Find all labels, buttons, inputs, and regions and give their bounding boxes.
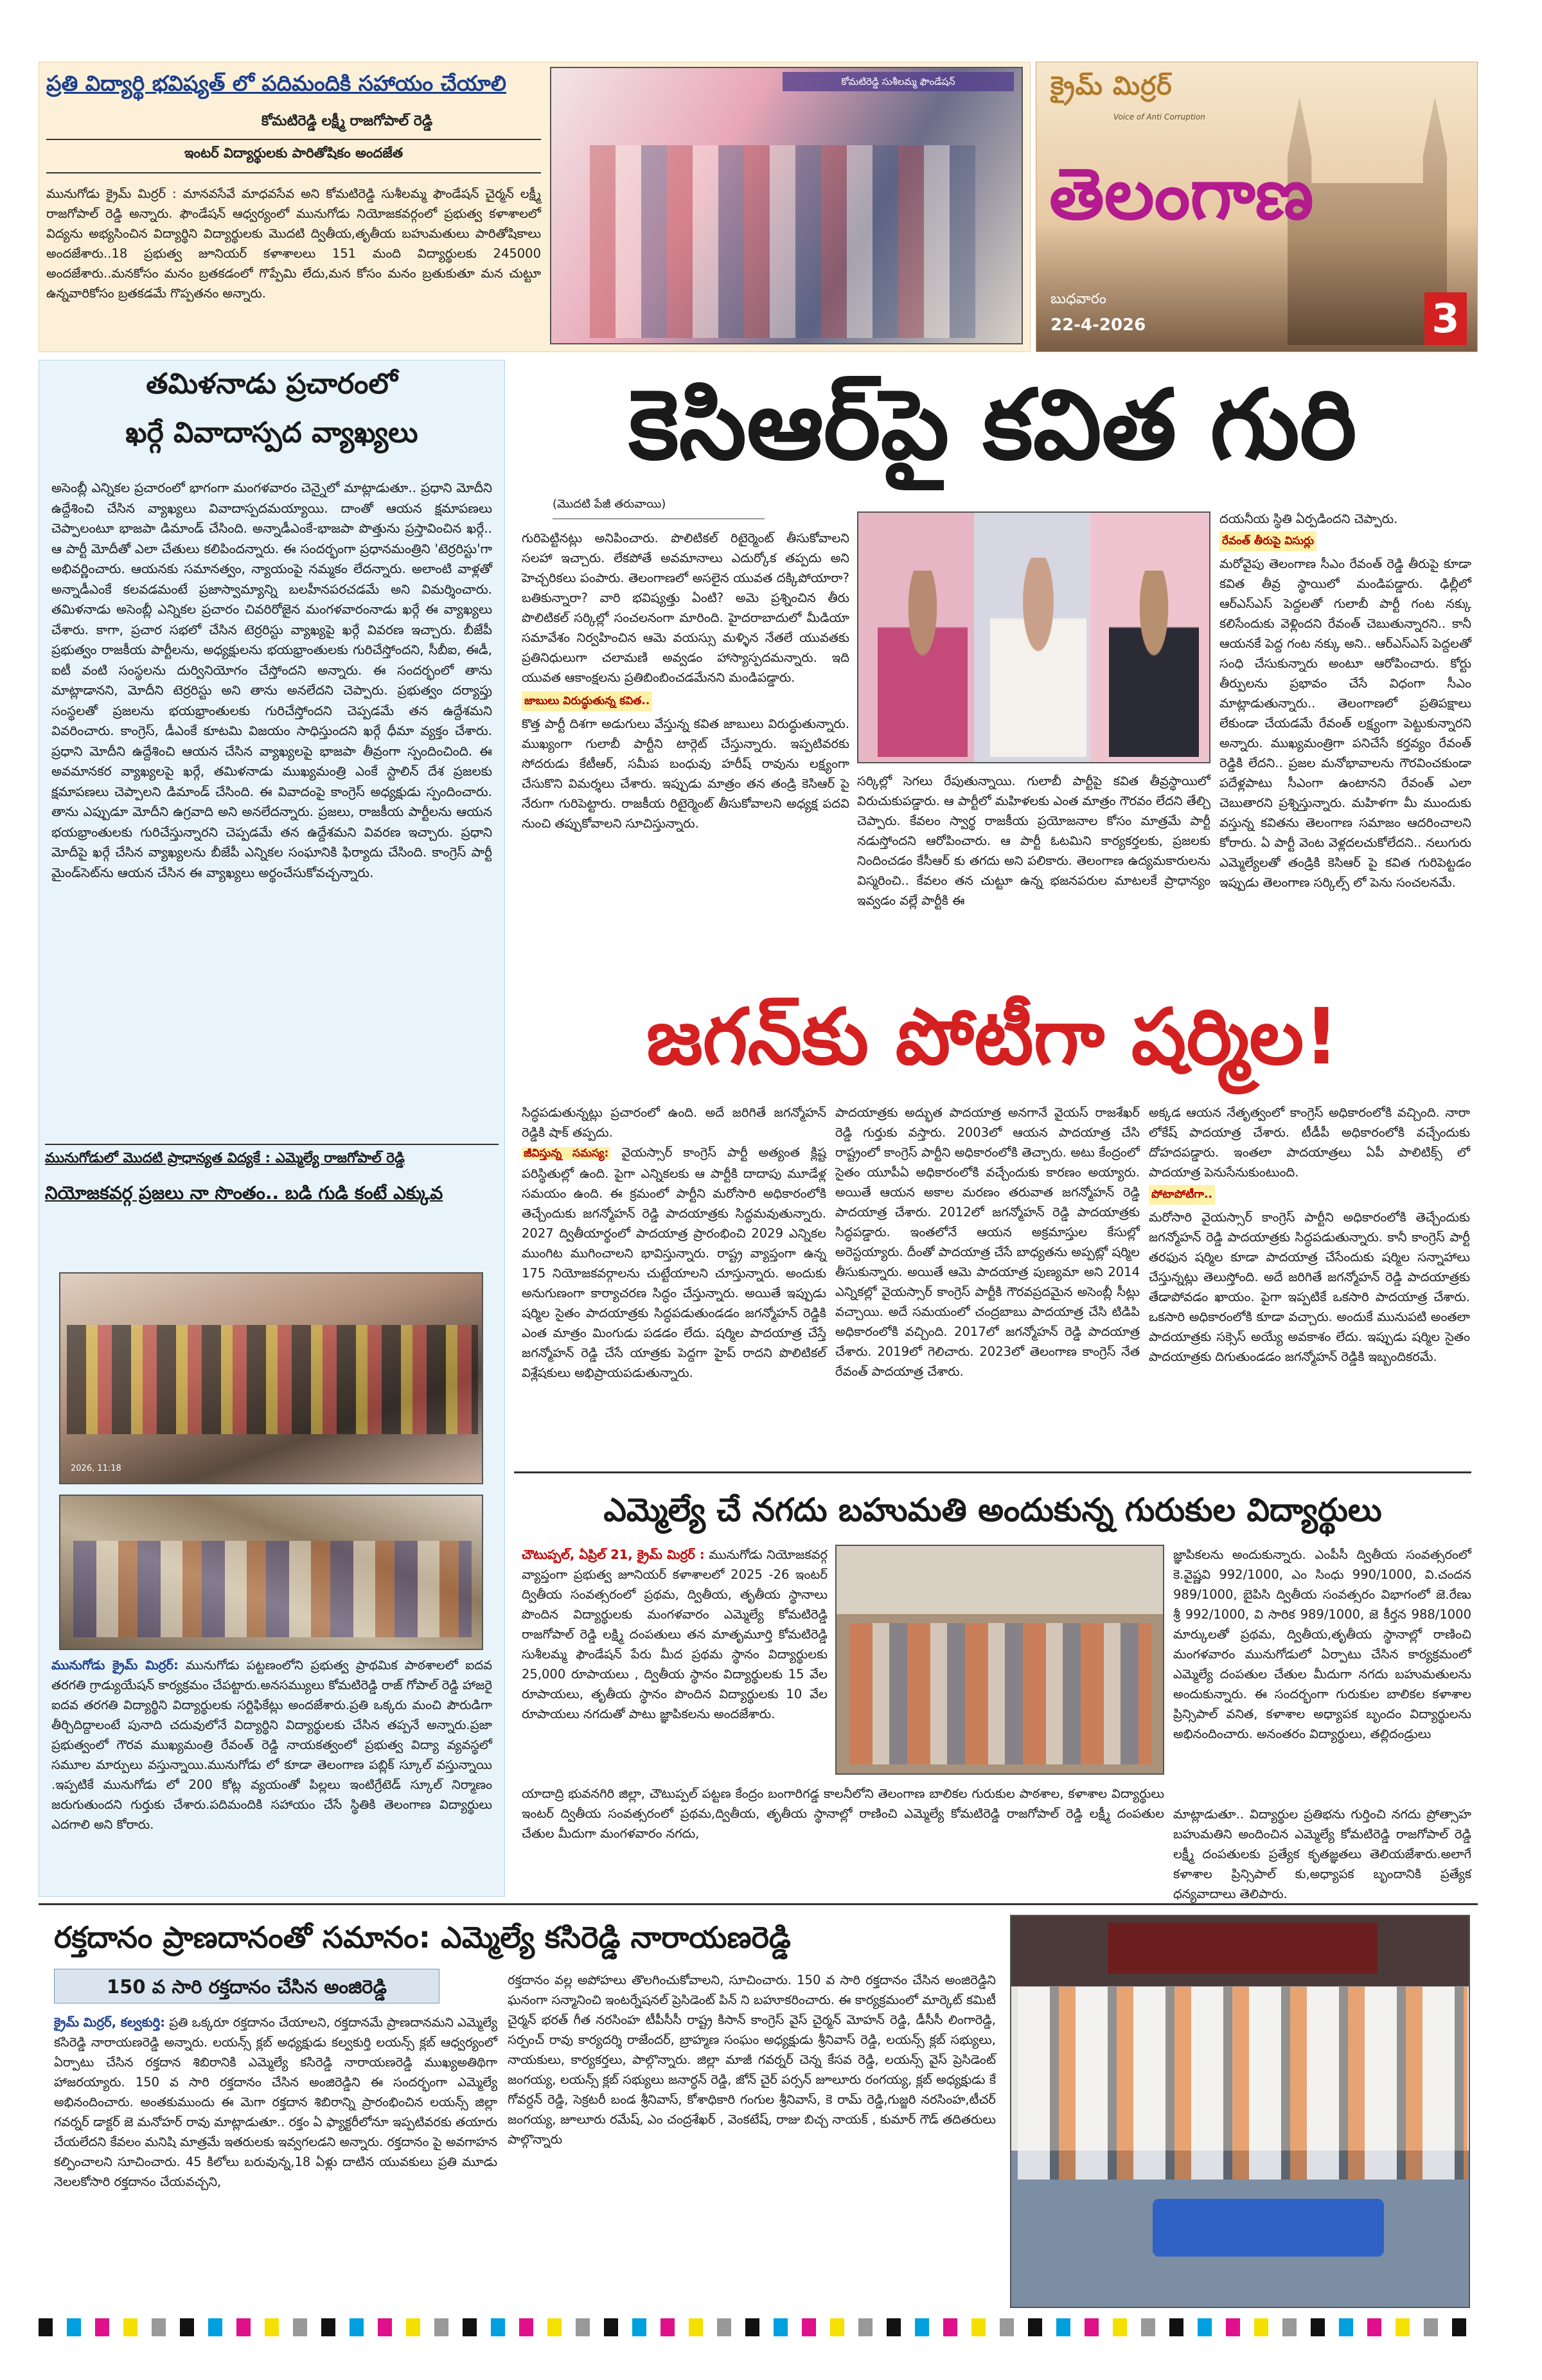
gurukul-headline: ఎమ్మెల్యే చే నగదు బహుమతి అందుకున్న గురుకుల విద్యార్థులు	[603, 1491, 1382, 1529]
top-story-photo-banner: కోమటిరెడ్డి సుశీలమ్మ ఫౌండేషన్	[783, 72, 1014, 91]
lions-banner	[1108, 1923, 1378, 1974]
blood-col1-text: ప్రతి ఒక్కరూ రక్తదానం చేయాలని, రక్తదానమే ప్రాణదానమని ఎమ్మెల్యే కసిరెడ్డి నారాయణరెడ్డి అన్నారు. లయన్స్ క్లబ్ అధ్యక్షుడు కల్వకుర్తి లయన్స్ క్లబ్ ఆధ్వర్యంలో ఏర్పాటు చేసిన రక్తదాన శిబిరానికి ఎమ్మెల్యే కసిరెడ్డి నారాయణరెడ్డి ముఖ్యఅతిథిగా హాజరయ్యారు. 150 వ సారి రక్తదానం చేసిన అంజిరెడ్డిని ఈ సందర్భంగా ఎమ్మెల్యే అభినందించారు. అంతకుముందు ఈ మెగా రక్తదాన శిబిరాన్ని ప్రారంభించిన లయన్స్ జిల్లా గవర్నర్ డాక్టర్ జె మనోహర్ రావు మాట్లాడుతూ.. రక్తం ఏ ఫ్యాక్టరీలోనూ ఇప్పటివరకు తయారు చేయలేదని కేవలం మనిషి మాత్రమే ఇతరులకు ఇవ్వగలడని అన్నారు. రక్తదానం పై అవగాహన కల్పించాలని సూచించారు. 45 కిలోలు బరువున్న,18 ఏళ్లు దాటిన యువకులు ప్రతి మూడు నెలలకోసారి రక్తదానం చేయవచ్చని,	[54, 2015, 497, 2189]
gurukul-col3-text: జ్ఞాపికలను అందుకున్నారు. ఎంపీసీ ద్వితీయ సంవత్సరంలో కె.వైష్ణవి 992/1000, ఎం సింధు 990/1000, వి.చందన 989/1000, బైపిసి ద్వితీయ సంవత్సరం విభాగంలో జె.రేణు శ్రీ 992/1000, వి సారిక 989/1000, జె కీర్తన 988/1000 మార్కులతో ప్రథమ, ద్వితీయ,తృతీయ స్థానాల్లో రాణించి మంగళవారం మునుగోడులో ఏర్పాటు చేసిన కార్యక్రమంలో ఎమ్మెల్యే దంపతుల చేతుల మీదుగా నగదు బహుమతులను అందుకున్నారు. ఈ సందర్భంగా గురుకుల బాలికల కళాశాల ప్రిన్సిపాల్ వనిత, కళాశాల అధ్యాపక బృందం విద్యార్థులను అభినందించారు. అనంతరం విద్యార్థులు, తల్లిదండ్రులు	[1173, 1547, 1471, 1741]
jagan-col3-text: అక్కడ ఆయన నేతృత్వంలో కాంగ్రెస్ అధికారంలోకి వచ్చింది. నారా లోకేష్ పాదయాత్ర చేశారు. టీడీపీ అధికారంలోకి వచ్చేందుకు దోహదపడ్డారు. ఇంతలా పాదయాత్రలు ఏపీ పాలిటిక్స్ లో పాదయాత్ర పెనుసేనుకుంటుంది.	[1149, 1105, 1470, 1180]
tamil-headline-2: ఖర్గే వివాదాస్పద వ్యాఖ్యలు	[125, 416, 418, 449]
top-story-byline: కోమటిరెడ్డి లక్ష్మీ రాజగోపాల్ రెడ్డి	[261, 113, 433, 129]
munugodu-headline: నియోజకవర్గ ప్రజలు నా సొంతం.. బడి గుడి కంటే ఎక్కువ	[45, 1182, 443, 1203]
kcr-col3-text: దయనీయ స్థితి ఏర్పడిందని చెప్పారు.	[1219, 511, 1398, 526]
registration-strip	[39, 2318, 1478, 2336]
graduates-figures	[67, 1325, 478, 1434]
jagan-col3	[1149, 1103, 1470, 1464]
top-story-rule-2	[46, 172, 541, 173]
day-label: బుధవారం	[1050, 291, 1106, 307]
brand-logo-text: క్రైమ్ మిర్రర్	[1050, 71, 1173, 101]
munugodu-kicker: మునుగోడులో మొదటి ప్రాధాన్యత విద్యకే : ఎమ్మెల్యే రాజగోపాల్ రెడ్డి	[45, 1150, 405, 1166]
jagan-col1-subhead: జీవిస్తున్న సమస్య:	[522, 1147, 610, 1160]
brand-tagline: Voice of Anti Corruption	[1113, 112, 1205, 121]
munugodu-photo-1	[59, 1272, 483, 1484]
blood-col2: రక్తదానం వల్ల అపోహలు తొలగించుకోవాలని, సూచించారు. 150 వ సారి రక్తదానం చేసిన అంజిరెడ్డిని ఘనంగా సన్మానించి ఇంటర్నేషనల్ ప్రెసిడెంట్ పిన్ ని బహూకరించారు. ఈ కార్యక్రమంలో మార్కెట్ కమిటీ చైర్మన్ భరత్ గీత నరసింహ టీపీసీసీ రాష్ట్ర కిసాన్ కాంగ్రెస్ వైస్ చైర్మన్ మోహన్ రెడ్డి, డీసీసీ లింగారెడ్డి, సర్పంచ్ రావు కార్యదర్శి రాజేందర్, బ్రాహ్మణ సంఘం అధ్యక్షుడు శ్రీనివాస్ రెడ్డి, లయన్స్ క్లబ్ సభ్యులు, నాయకులు, కార్యకర్తలు, పాల్గొన్నారు. జిల్లా మాజీ గవర్నర్ చెన్న కేసవ రెడ్డి, లయన్స్ వైస్ ప్రెసిడెంట్ జంగయ్య, లయన్స్ క్లబ్ సభ్యులు జనార్ధన్ రెడ్డి, జోన్ చైర్ పర్సన్ జూలూరు రంగయ్య, క్లబ్ అధ్యక్షుడు కే గోవర్దన్ రెడ్డి, సెక్రటరీ బండ శ్రీనివాస్, కోశాధికారి గంగుల శ్రీనివాస్, కె రామ్ రెడ్డి,గుజ్జరి నరసింహ,టీచర్ జంగయ్య, జూలూరు రమేష్, ఎం చంద్రశేఖర్ , వెంకటేష్, రాజు బిచ్చ నాయక్ , కుమార్ గౌడ్ తదితరులు పాల్గొన్నారు	[508, 1973, 996, 2147]
jagan-col2: పాదయాత్రకు అద్భుత పాదయాత్ర అనగానే వైయస్ రాజశేఖర్ రెడ్డి గుర్తుకు వస్తారు. 2003లో ఆయన పాదయాత్ర చేసి రాష్ట్రంలో కాంగ్రెస్ పార్టీని అధికారంలోకి తెచ్చారు. అటు కేంద్రంలో సైతం యూపీఏ అధికారంలోకి వచ్చేందుకు కారణం అయ్యారు. అయితే ఆయన అకాల మరణం తరువాత జగన్మోహన్ రెడ్డి పాదయాత్ర చేశారు. 2012లో జగన్మోహన్ రెడ్డి పాదయాత్రకు సిద్ధపడ్డారు. ఇంతలోనే ఆయన అక్రమాస్తుల కేసుల్లో అరెస్టయ్యారు. దీంతో పాదయాత్ర చేసే బాధ్యతను అప్పట్లో షర్మిల తీసుకున్నారు. అయితే ఆమె పాదయాత్ర పుణ్యమా అని 2014 ఎన్నికల్లో వైయస్సార్ కాంగ్రెస్ పార్టీకి గౌరవప్రదమైన అసెంబ్లీ సీట్లు వచ్చాయి. అదే సమయంలో చంద్రబాబు పాదయాత్ర చేసి టిడిపి అధికారంలోకి వచ్చింది. 2017లో జగన్మోహన్ రెడ్డి పాదయాత్ర చేశారు. 2019లో గెలిచారు. 2023లో తెలంగాణ కాంగ్రెస్ నేత రేవంత్ పాదయాత్ర చేశారు.	[835, 1105, 1140, 1379]
munugodu-rule	[45, 1144, 499, 1145]
jagan-col3b-text: మరోసారి వైయస్సార్ కాంగ్రెస్ పార్టీని అధికారంలోకి తెచ్చేందుకు జగన్మోహన్ రెడ్డి పాదయాత్రకు సిద్ధపడుతున్నారు. కానీ కాంగ్రెస్ పార్టీ తరఫున షర్మిల కూడా పాదయాత్ర చేసేందుకు షర్మిల సన్నాహాలు చేస్తున్నట్లు తెలుస్తోంది. అదే జరిగితే జగన్మోహన్ రెడ్డి పాదయాత్రకు తేడాపోవడం ఖాయం. పైగా ఇప్పటికే ఒకసారి పాదయాత్ర చేశారు. ఒకసారి అధికారంలోకి కూడా వచ్చారు. అందుకే మునుపటి అంతలా పాదయాత్రకు సక్సెస్ అయ్యే అవకాశం లేదు. ఇప్పుడు షర్మిల సైతం పాదయాత్రకు దిగుతుండడం జగన్మోహన్ రెడ్డికి ఇబ్బందికరమే.	[1149, 1210, 1470, 1364]
gurukul-photo	[835, 1545, 1164, 1775]
kcr-col3	[1219, 509, 1471, 972]
top-story-body: మునుగోడు క్రైమ్ మిర్రర్ : మానవసేవే మాధవసేవ అని కోమటిరెడ్డి సుశీలమ్మ ఫౌండేషన్ చైర్మన్ లక్ష్మీ రాజగోపాల్ రెడ్డి అన్నారు. ఫౌండేషన్ ఆధ్వర్యంలో మునుగోడు నియోజకవర్గంలో ప్రభుత్వ కళాశాలలో విద్యను అభ్యసించిన విద్యార్థిని విద్యార్థులకు మొదటి ద్వితీయ,తృతీయ బహుమతులు పారితోషికాలు అందజేశారు..18 ప్రభుత్వ జూనియర్ కళాశాలలు 151 మంది విద్యార్థులకు 245000 అందజేశారు..మనకోసం మనం బ్రతకడంలో గొప్పేమి లేదు,మన కోసం మనం బ్రతుకుతూ మన చుట్టూ ఉన్నవారికోసం బ్రతకడమే గొప్పతనం అన్నారు.	[46, 186, 541, 301]
gurukul-col3b: మాట్లాడుతూ.. విద్యార్థుల ప్రతిభను గుర్తించి నగదు ప్రోత్సాహ బహుమతిని అందించిన ఎమ్మెల్యే కోమటిరెడ్డి రాజగోపాల్ రెడ్డి లక్ష్మీ దంపతులకు ప్రత్యేక కృతజ్ఞతలు తెలియజేశారు.అలాగే కళాశాల ప్రిన్సిపాల్ కు,అధ్యాపక బృందానికి ప్రత్యేక ధన్యవాదాలు తెలిపారు.	[1173, 1807, 1471, 1901]
gurukul-col1-text: మునుగోడు నియోజకవర్గ వ్యాప్తంగా ప్రభుత్వ జూనియర్ కళాశాలలో 2025 -26 ఇంటర్ ద్వితీయ సంవత్సరంలో ప్రథమ, ద్వితీయ, తృతీయ స్థానాలు పొందిన విద్యార్థులకు మంగళవారం ఎమ్మెల్యే కోమటిరెడ్డి రాజగోపాల్ రెడ్డి లక్ష్మి దంపతులు తన మాతృమూర్తి కోమటిరెడ్డి సుశీలమ్మ ఫౌండేషన్ పేరు మీద ప్రథమ స్థానం విద్యార్థులకు 25,000 రూపాయలు , ద్వితీయ స్థానం విద్యార్థులకు 15 వేల రూపాయలు, తృతీయ స్థానం పొందిన విద్యార్థులకు 10 వేల రూపాయలు నగదుతో పాటు జ్ఞాపికలను అందజేశారు.	[522, 1547, 828, 1721]
top-story-rule	[46, 139, 541, 140]
blood-subhead: 150 వ సారి రక్తదానం చేసిన అంజిరెడ్డి	[54, 1969, 439, 2003]
jagan-bottom-rule	[514, 1471, 1471, 1473]
kcr-col3b-text: మరోవైపు తెలంగాణ సీఎం రేవంత్ రెడ్డి తీరుపై కూడా కవిత తీవ్ర స్థాయిలో మండిపడ్డారు. ఢిల్లీలో ఆర్ఎస్ఎస్ పెద్దలతో గులాబీ పార్టీ గంట నక్కు కలిసేందుకు వెళ్లిందని రేవంత్ చెబుతున్నారని.. కానీ ఆయనకే పెద్ద గంట నక్కు అని.. ఆర్ఎస్ఎస్ పెద్దలతో సంధి చేసుకున్నారు అంటూ ఆరోపించారు. కోర్టు తీర్పులను ప్రభావం చేసే విధంగా సీఎం మాట్లాడుతున్నారు.. తెలంగాణలో ప్రతిపక్షాలు లేకుండా చేయడమే రేవంత్ లక్ష్యంగా పెట్టుకున్నారని అన్నారు. ముఖ్యమంత్రిగా పనిచేసే కర్తవ్యం రేవంత్ రెడ్డికి లేదని.. ప్రజల మనోభావాలను గౌరవించకుండా పదేళ్లపాటు సీఎంగా ఉంటానని రేవంత్ ఎలా చెబుతారని ప్రశ్నిస్తున్నారు. మహిళగా మీ ముందుకు వస్తున్న కవితను తెలంగాణ సమాజం ఆదరించాలని కోరారు. ఏ పార్టీ వెంట వెళ్లదలచుకోలేదని.. నలుగురు ఎమ్మెల్యేలతో తండ్రికి కెసిఆర్ పై కవిత గురిపెట్టడం ఇప్పుడు తెలంగాణ సర్కిల్స్ లో పెను సంచలనమే.	[1219, 556, 1471, 890]
edition-title: తెలంగాణ	[1049, 153, 1314, 235]
masthead	[1036, 62, 1478, 352]
kcr-col2: సర్కిల్లో సెగలు రేపుతున్నాయి. గులాబీ పార్టీపై కవిత తీవ్రస్థాయిలో విరుచుకుపడ్డారు. ఆ పార్టీలో మహిళలకు ఎంత మాత్రం గౌరవం లేదని తేల్చి చెప్పారు. కేవలం స్వార్థ రాజకీయ ప్రయోజనాల కోసం మాత్రమే పార్టీ నడుస్తోందని ఆరోపించారు. ఆ పార్టీ ఓటమిని కార్యకర్తలకు, ప్రజలకు నిందించడం కేసీఆర్ కు తగదు అని పలికారు. తెలంగాణ ఉద్యమకారులను విస్మరించి.. కేవలం తన చుట్టూ ఉన్న భజనపరుల మాటలకే ప్రాధాన్యం ఇవ్వడం వల్లే పార్టీకి ఈ	[857, 774, 1210, 908]
photo-timestamp: 2026, 11:18	[71, 1464, 121, 1473]
kcr-headline: కెసిఆర్‌పై కవిత గురి	[628, 369, 1357, 481]
page-number-badge: 3	[1424, 292, 1467, 345]
top-story-headline-text: ప్రతి విద్యార్థి భవిష్యత్ లో పదిమందికి సహాయం చేయాలి	[46, 71, 506, 96]
top-story-photo	[550, 67, 1023, 344]
kcr-col1-text: గురిపెట్టినట్లు అనిపించారు. పొలిటికల్ రిటైర్మెంట్ తీసుకోవాలని సలహా ఇచ్చారు. లేకపోతే అవమానాలు ఎదుర్కోక తప్పదు అని హెచ్చరికలు పంపారు. తెలంగాణలో అసలైన యువత దక్కిపోయారా? బతికున్నారా? వారి భవిష్యత్తు ఏంటి? అమె ప్రశ్నించిన తీరు పొలిటికల్ సర్కిల్లో సంచలనంగా మారింది. హైదరాబాదులో మీడియా సమావేశం నిర్వహించిన ఆమె వయస్సు మళ్ళిన నేతలే యువతకు ప్రతినిధులుగా చలామణి అవ్వడం హాస్యాస్పదమన్నారు. ఇది యువత ఆకాంక్షలను ప్రతిబింబించడమేనని మండిపడ్డారు.	[522, 531, 849, 685]
blood-col1	[54, 2012, 497, 2308]
kcr-photo	[857, 511, 1210, 763]
standing-figures	[1018, 1987, 1467, 2180]
jagan-col1-text: సిద్ధపడుతున్నట్లు ప్రచారంలో ఉంది. అదే జరిగితే జగన్మోహన్ రెడ్డికి షాక్ తప్పదు.	[522, 1105, 826, 1140]
tamil-story-body: అసెంబ్లీ ఎన్నికల ప్రచారంలో భాగంగా మంగళవారం చెన్నైలో మాట్లాడుతూ.. ప్రధాని మోదీని ఉద్దేశించి చేసిన వ్యాఖ్యలు వివాదాస్పదమయ్యాయి. దాంతో ఆయన క్షమాపణలు చెప్పాలంటూ భాజపా డిమాండ్ చేసింది. అన్నాడీఎంకే-భాజపా పొత్తును ప్రస్తావించిన ఖర్గే.. ఆ పార్టీ మోదీతో ఎలా చేతులు కలిపిందన్నారు. ఈ సందర్భంగా ప్రధానమంత్రిని 'టెర్రరిస్టు'గా అభివర్ణించారు. ఆయనకు సమానత్వం, న్యాయంపై నమ్మకం లేదన్నారు. అలాంటి వాళ్లతో అన్నాడీఎంకే కలవడమంటే ప్రజాస్వామ్యాన్ని బలహీనపరచడమే అని విమర్శించారు. తమిళనాడు అసెంబ్లీ ఎన్నికల ప్రచారం చివరిరోజైన మంగళవారంనాడు ఖర్గే ఈ వ్యాఖ్యలు చేశారు. కాగా, ప్రచార సభలో చేసిన టెర్రరిస్టు వ్యాఖ్యపై ఖర్గే వివరణ ఇచ్చారు. బీజేపీ ప్రభుత్వం రాజకీయ పార్టీలను, అధ్యక్షులను భయభ్రాంతులకు గురిచేస్తోందని, సీబీఐ, ఈడీ, ఐటీ వంటి సంస్థలను దుర్వినియోగం చేస్తోందని అన్నారు. ఈ సందర్భంలో తాను మాట్లాడానని, మోదీని టెర్రరిస్టు అని తాను అనలేదని చెప్పారు. ప్రభుత్వం దర్యాప్తు సంస్థలతో ప్రజలను భయభ్రాంతులకు గురిచేస్తోందని చెప్పడమే తన ఉద్దేశమని వివరించారు. కాంగ్రెస్, డీఎంకే కూటమి విజయం సాధిస్తుందని ఖర్గే ధీమా వ్యక్తం చేశారు. ప్రధాని మోదీని ఉద్దేశించి ఆయన చేసిన వ్యాఖ్యలపై భాజపా తీవ్రంగా స్పందించింది. ఈ అవమానకర వ్యాఖ్యలపై ఖర్గే, తమిళనాడు ముఖ్యమంత్రి ఎంకే స్టాలిన్ దేశ ప్రజలకు క్షమాపణలు చెప్పాలని డిమాండ్ చేసింది. ఈ వివాదంపై కాంగ్రెస్ అధ్యక్షుడు స్పందించారు. తాను ఎప్పుడూ మోదీని ఉగ్రవాది అని అనలేదన్నారు. ప్రజలు, రాజకీయ పార్టీలను ఆయన భయభ్రాంతులకు గురిచేస్తున్నారని చెప్పడమే తన ఉద్దేశమని వివరణ ఇచ్చారు. ప్రధాని మోదీపై ఖర్గే చేసిన వ్యాఖ్యలను బీజేపీ ఎన్నికల సంఘానికి ఫిర్యాదు చేసింది. కాంగ్రెస్ పార్టీ మైండ్‌సెట్‌ను ఆయన చేసిన ఈ వ్యాఖ్యలు అర్థంచేసుకోవచ్చన్నారు.	[51, 480, 492, 880]
gurukul-bottom: యాదాద్రి భువనగిరి జిల్లా, చౌటుప్పల్ పట్టణ కేంద్రం బంగారిగడ్డ కాలనీలోని తెలంగాణ బాలికల గురుకుల పాఠశాల, కళాశాల విద్యార్థులు ఇంటర్ ద్వితీయ సంవత్సరంలో ప్రథమ,ద్వితీయ, తృతీయ స్థానాల్లో రాణించి ఎమ్మెల్యే కోమటిరెడ్డి రాజగోపాల్ రెడ్డి లక్ష్మీ దంపతుల చేతుల మీదుగా మంగళవారం నగదు,	[522, 1786, 1164, 1841]
blood-top-rule	[39, 1903, 1478, 1905]
kavitha-figure	[878, 571, 968, 757]
kcr-col1-subhead: జాబులు విరుద్ధుతున్న కవిత..	[522, 691, 652, 711]
students-figures	[849, 1623, 1151, 1764]
kcr-continued-tag: (మొదటి పేజీ తరువాయి)	[553, 497, 765, 519]
jagan-col1	[522, 1103, 826, 1464]
gurukul-col3	[1173, 1545, 1471, 1827]
donor-bed	[1153, 2199, 1384, 2257]
blood-dateline: క్రైమ్ మిర్రర్, కల్వకుర్తి:	[54, 2015, 166, 2030]
kcr-col1	[522, 528, 849, 972]
top-story-headline	[46, 71, 535, 111]
blood-photo	[1010, 1915, 1470, 2308]
kcr-col3-subhead: రేవంత్ తీరుపై విసుర్లు	[1219, 531, 1316, 551]
kcr-col1b-text: కొత్త పార్టీ దిశగా అడుగులు వేస్తున్న కవిత జాబులు విరుద్ధుతున్నారు. ముఖ్యంగా గులాబీ పార్టీని టార్గెట్ చేస్తున్నారు. ఇప్పటివరకు సోదరుడు కేటీఆర్, సమీప బంధువు హరీష్ రావును లక్ష్యంగా చేసుకొని విమర్శలు చేశారు. ఇప్పుడు మాత్రం తన తండ్రి కెసిఆర్ పై నేరుగా గురిపెట్టారు. రాజకీయ రిటైర్మెంట్ తీసుకోవాలని అధ్యక్ష పదవి నుంచి తప్పుకోవాలని సూచిస్తున్నారు.	[522, 716, 849, 831]
jagan-col1b-text: వైయస్సార్ కాంగ్రెస్ పార్టీ అత్యంత క్లిష్ట పరిస్థితుల్లో ఉంది. పైగా ఎన్నికలకు ఆ పార్టీకి దాదాపు మూడేళ్ల సమయం ఉంది. ఈ క్రమంలో పార్టీని మరోసారి అధికారంలోకి తెచ్చేందుకు జగన్మోహన్ రెడ్డి పాదయాత్రకు సిద్ధమవుతున్నారు. 2027 ద్వితీయార్థంలో పాదయాత్ర ప్రారంభించి 2029 ఎన్నికల ముంగిట ముగించాలని భావిస్తున్నారు. రాష్ట్ర వ్యాప్తంగా ఉన్న 175 నియోజకవర్గాలను చుట్టేయాలని చూస్తున్నారు. అందుకు అనుగుణంగా కార్యాచరణ సిద్ధం చేస్తున్నారు. అయితే ఇప్పుడు షర్మిల సైతం పాదయాత్రకు సిద్ధపడుతుండడం జగన్మోహన్ రెడ్డికి ఎంత మాత్రం మింగుడు పడడం లేదు. షర్మిల పాదయాత్ర చేస్తే జగన్మోహన్ రెడ్డి చేసే యాత్రకు పెద్దగా హైప్ రాదని పొలిటికల్ విశ్లేషకులు అభిప్రాయపడుతున్నారు.	[522, 1145, 826, 1380]
munugodu-body-text: మునుగోడు పట్టణంలోని ప్రభుత్వ ప్రాథమిక పాఠశాలలో ఐదవ తరగతి గ్రాడ్యుయేషన్ కార్యక్రమం చేపట్టారు.అనసమ్యులు కోమటిరెడ్డి రాజ్ గోపాల్ రెడ్డి హాజరై ఐదవ తరగతి విద్యార్థిని విద్యార్థులకు సర్టిఫికేట్లు అందజేశారు.ప్రతి ఒక్కరు మంచి పౌరుడిగా తీర్చిదిద్దాలంటే పునాది చదువులోనే విద్యార్థిని విద్యార్థులకు చేసిన తప్పనే అన్నారు.ప్రజా ప్రభుత్వంలో గౌరవ ముఖ్యమంత్రి రేవంత్ రెడ్డి నాయకత్వంలో ప్రభుత్వ విద్యా వ్యవస్థలో సమూల మార్పులు వస్తున్నాయి.మునుగోడు లో కూడా తెలంగాణ పబ్లిక్ స్కూల్ వస్తున్నాయి .ఇప్పటికే మునుగోడు లో 200 కోట్ల వ్యయంతో పిల్లలు ఇంటిగ్రేటెడ్ స్కూల్ నిర్మాణం జరుగుతుందని గుర్తుకు చేశారు.పదిమందికి సహాయం చేసే స్థితికి తెలంగాణ విద్యార్థులు ఎదగాలి అని కోరారు.	[51, 1658, 492, 1832]
munugodu-photo-2	[59, 1495, 483, 1650]
jagan-col3-subhead: పోటాపోటీగా..	[1149, 1185, 1215, 1205]
award-group-figures	[590, 145, 975, 338]
blood-headline: రక్తదానం ప్రాణదానంతో సమానం: ఎమ్మెల్యే కసిరెడ్డి నారాయణరెడ్డి	[54, 1920, 791, 1955]
kcr-figure	[990, 558, 1086, 757]
gurukul-dateline: చౌటుప్పల్, ఏప్రిల్ 21, క్రైమ్ మిర్రర్ :	[522, 1547, 705, 1562]
ktr-figure	[1109, 571, 1199, 757]
top-story-subhead: ఇంటర్ విద్యార్థులకు పారితోషికం అందజేత	[184, 145, 403, 161]
ceremony-figures	[73, 1541, 472, 1637]
munugodu-body	[51, 1655, 492, 1894]
tamil-headline-1: తమిళనాడు ప్రచారంలో	[146, 368, 398, 400]
munugodu-dateline: మునుగోడు క్రైమ్ మిర్రర్:	[51, 1658, 179, 1673]
date-label: 22-4-2026	[1050, 315, 1146, 335]
jagan-headline: జగన్‌కు పోటీగా షర్మిల!	[646, 993, 1340, 1082]
